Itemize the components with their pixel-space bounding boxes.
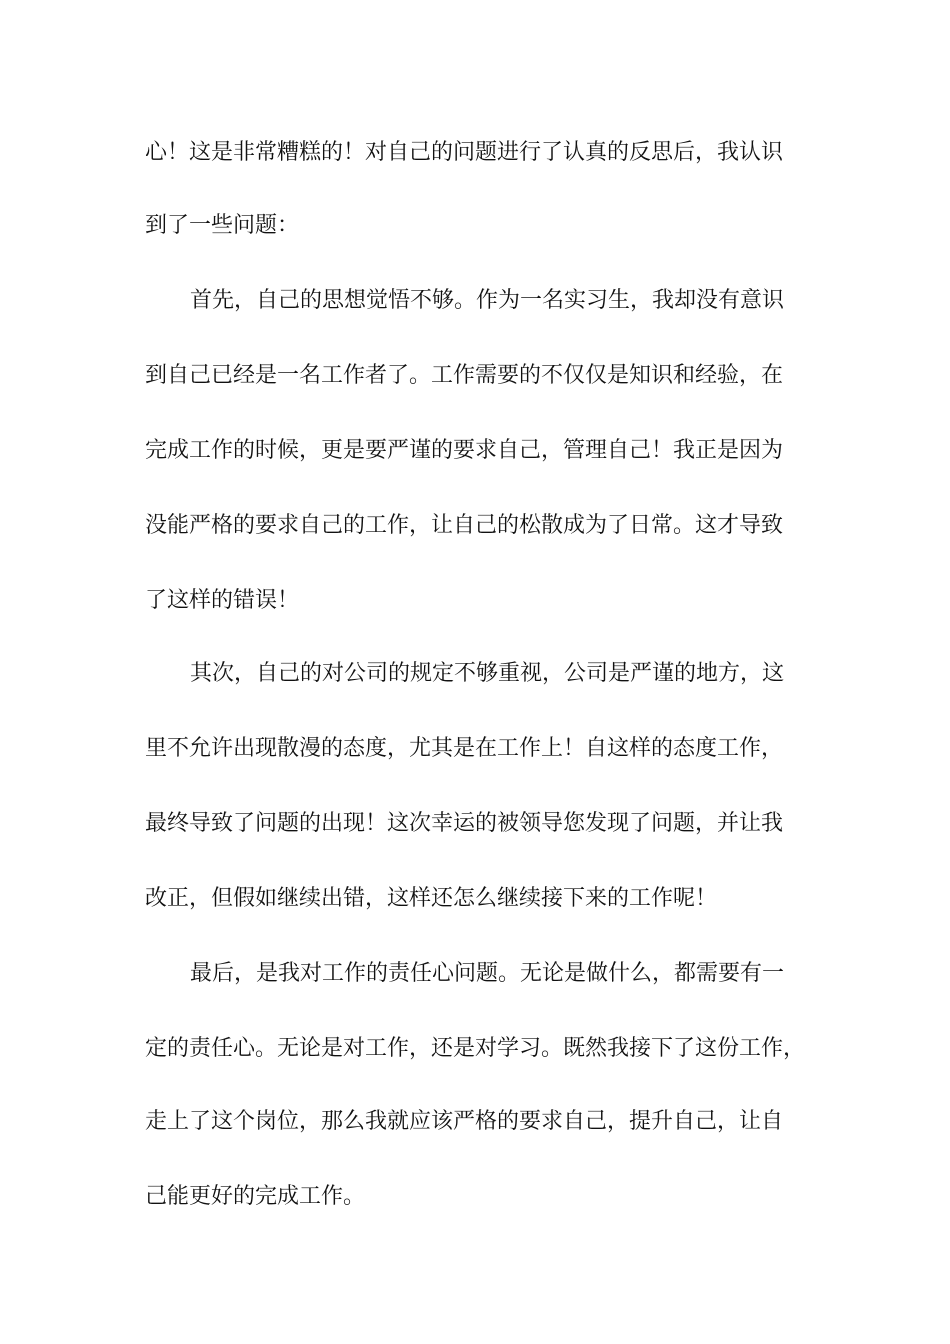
body-text-line: 走上了这个岗位，那么我就应该严格的要求自己，提升自己，让自 <box>145 1109 784 1134</box>
body-text-line: 定的责任心。无论是对工作，还是对学习。既然我接下了这份工作， <box>145 1036 806 1061</box>
body-text-line: 心！这是非常糟糕的！对自己的问题进行了认真的反思后，我认识 <box>145 140 784 165</box>
body-text-line: 没能严格的要求自己的工作，让自己的松散成为了日常。这才导致 <box>145 513 784 538</box>
paragraph-first-line: 最后，是我对工作的责任心问题。无论是做什么，都需要有一 <box>190 961 785 986</box>
paragraph-first-line: 首先，自己的思想觉悟不够。作为一名实习生，我却没有意识 <box>190 288 785 313</box>
body-text-line: 到了一些问题： <box>145 213 300 238</box>
body-text-line: 里不允许出现散漫的态度，尤其是在工作上！自这样的态度工作， <box>145 736 784 761</box>
body-text-line: 己能更好的完成工作。 <box>145 1184 366 1209</box>
paragraph-first-line: 其次，自己的对公司的规定不够重视，公司是严谨的地方，这 <box>190 661 785 686</box>
body-text-line: 了这样的错误！ <box>145 588 300 613</box>
body-text-line: 完成工作的时候，更是要严谨的要求自己，管理自己！我正是因为 <box>145 438 784 463</box>
body-text-line: 最终导致了问题的出现！这次幸运的被领导您发现了问题，并让我 <box>145 811 784 836</box>
body-text-line: 改正，但假如继续出错，这样还怎么继续接下来的工作呢！ <box>145 886 718 911</box>
body-text-line: 到自己已经是一名工作者了。工作需要的不仅仅是知识和经验，在 <box>145 363 784 388</box>
